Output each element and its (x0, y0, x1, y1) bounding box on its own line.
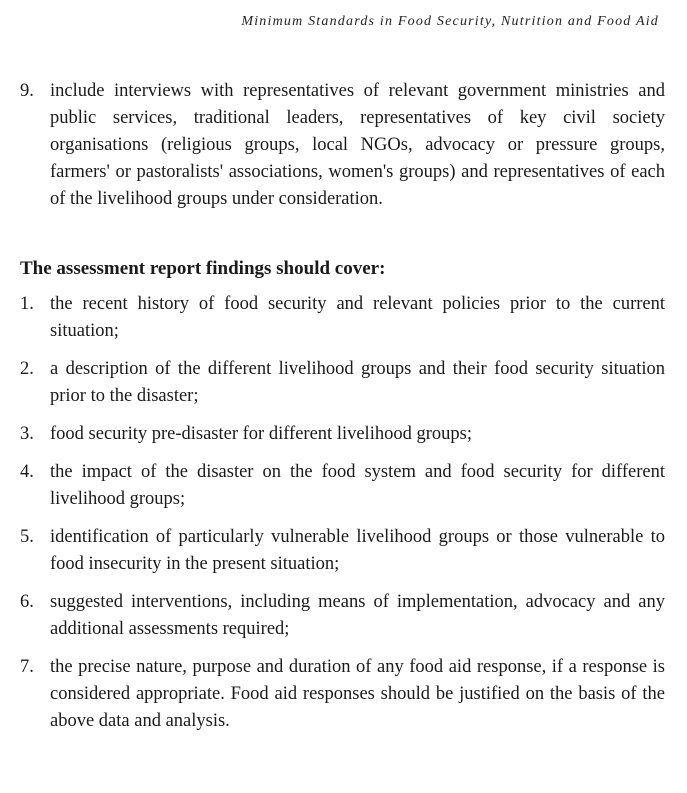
list-item (20, 654, 665, 735)
item-text: food security pre-disaster for different livelihood groups; (50, 424, 472, 444)
list-item (20, 459, 665, 513)
list-item (20, 78, 665, 213)
item-number: 9. (20, 81, 34, 101)
item-number: 2. (20, 359, 34, 379)
item-text: the recent history of food security and relevant policies prior to the current situation; (50, 294, 665, 341)
item-number: 1. (20, 294, 34, 314)
item-text: identification of particularly vulnerable livelihood groups or those vulnerable to food insecurity in the present situation; (50, 527, 665, 574)
list-item (20, 524, 665, 578)
section-heading: The assessment report findings should cover: (20, 258, 386, 279)
item-number: 3. (20, 424, 34, 444)
item-text: the impact of the disaster on the food system and food security for different livelihood groups; (50, 462, 665, 509)
list-item (20, 356, 665, 410)
continued-list (20, 78, 665, 224)
item-text: a description of the different livelihood groups and their food security situation prior to the disaster; (50, 359, 665, 406)
item-number: 5. (20, 527, 34, 547)
item-text: the precise nature, purpose and duration of any food aid response, if a response is considered appropriate. Food aid responses should be justified on the basis of the above data and analysis. (50, 657, 665, 731)
item-number: 4. (20, 462, 34, 482)
running-header: Minimum Standards in Food Security, Nutrition and Food Aid (241, 14, 659, 29)
item-number: 6. (20, 592, 34, 612)
findings-list (20, 291, 665, 746)
list-item (20, 291, 665, 345)
list-item (20, 589, 665, 643)
item-text: include interviews with representatives of relevant government ministries and public services, traditional leaders, representatives of key civil society organisations (religious groups, local NGOs, advocacy or pressure groups, farmers' or pastoralists' associations, women's groups) and representatives of each of the livelihood groups under consideration. (50, 81, 665, 209)
item-text: suggested interventions, including means of implementation, advocacy and any additional assessments required; (50, 592, 665, 639)
item-number: 7. (20, 657, 34, 677)
list-item (20, 421, 665, 448)
